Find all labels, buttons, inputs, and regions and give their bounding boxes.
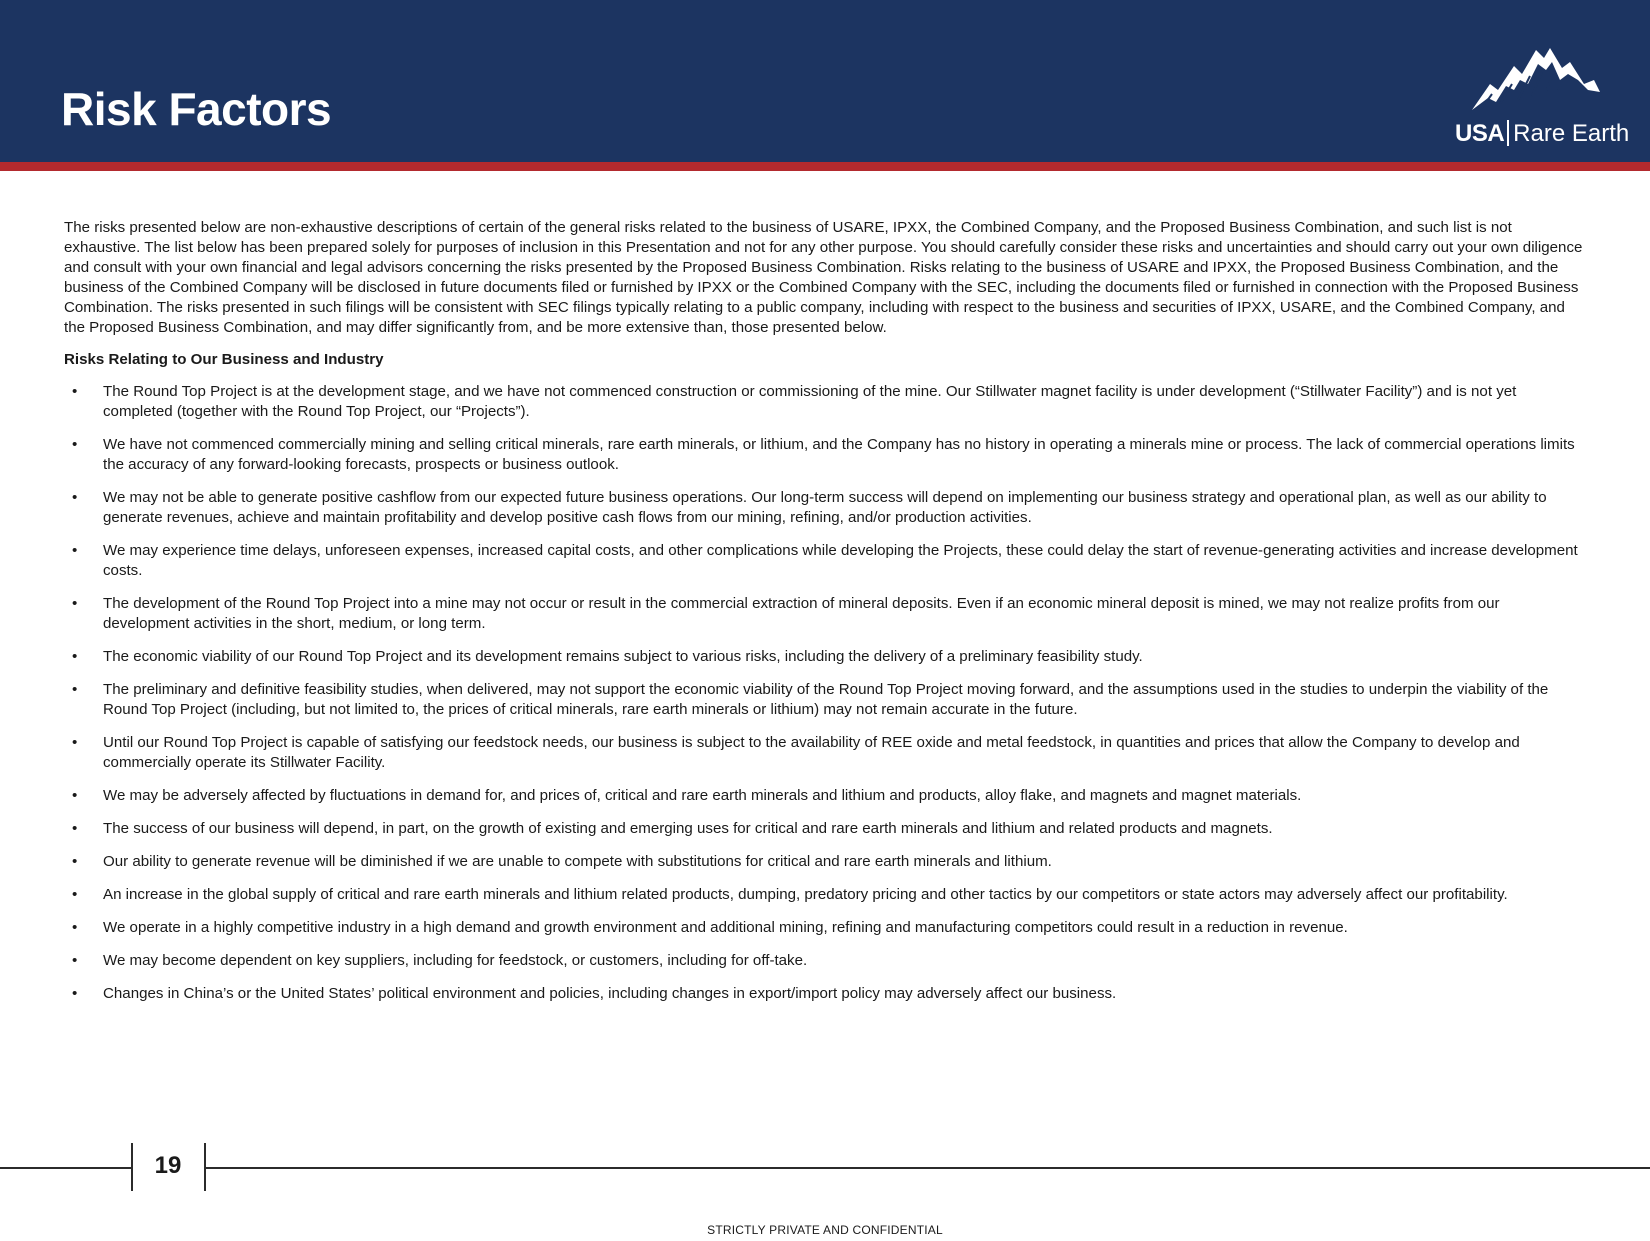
logo-divider — [1507, 120, 1509, 146]
bullet-marker: • — [72, 648, 78, 665]
risk-item — [64, 951, 1584, 971]
risk-text: The success of our business will depend, in part, on the growth of existing and emerging uses for critical and rare earth minerals and lithium and related products and magnets. — [103, 820, 1273, 837]
risk-item — [64, 984, 1584, 1004]
risk-item — [64, 819, 1584, 839]
logo-rare-earth-text: Rare Earth — [1513, 120, 1630, 147]
bullet-marker: • — [72, 985, 78, 1002]
risk-text: The economic viability of our Round Top Project and its development remains subject to various risks, including the delivery of a preliminary feasibility study. — [103, 648, 1143, 665]
header-banner — [0, 0, 1650, 162]
risk-text: We have not commenced commercially mining and selling critical minerals, rare earth minerals, or lithium, and the Company has no history in operating a minerals mine or process. The lack of commercial operations limits the accuracy of any forward-looking forecasts, prospects or business outlook. — [103, 436, 1575, 473]
footer-rule-left — [0, 1167, 132, 1169]
bullet-marker: • — [72, 542, 78, 559]
risk-text: An increase in the global supply of critical and rare earth minerals and lithium related products, dumping, predatory pricing and other tactics by our competitors or state actors may adversely affect our profitability. — [103, 886, 1508, 903]
section-subheading: Risks Relating to Our Business and Industry — [64, 351, 384, 368]
risk-text: The development of the Round Top Project into a mine may not occur or result in the commercial extraction of mineral deposits. Even if an economic mineral deposit is mined, we may not realize profits from our development activities in the short, medium, or long term. — [103, 595, 1500, 632]
bullet-marker: • — [72, 436, 78, 453]
risk-item — [64, 885, 1584, 905]
risk-list — [64, 382, 1584, 1004]
risk-text: We may be adversely affected by fluctuations in demand for, and prices of, critical and rare earth minerals and lithium and products, alloy flake, and magnets and magnet materials. — [103, 787, 1302, 804]
header-accent-stripe — [0, 162, 1650, 171]
risk-item — [64, 435, 1584, 475]
bullet-marker: • — [72, 952, 78, 969]
risk-item — [64, 918, 1584, 938]
risk-item — [64, 382, 1584, 422]
company-logo — [1452, 44, 1632, 154]
risk-item — [64, 488, 1584, 528]
risk-text: Changes in China’s or the United States’ political environment and policies, including changes in export/import policy may adversely affect our business. — [103, 985, 1117, 1002]
risk-text: We operate in a highly competitive industry in a high demand and growth environment and additional mining, refining and manufacturing competitors could result in a reduction in revenue. — [103, 919, 1348, 936]
logo-wordmark — [1455, 120, 1629, 148]
risk-factors-body — [64, 218, 1584, 1017]
risk-text: The preliminary and definitive feasibility studies, when delivered, may not support the economic viability of the Round Top Project moving forward, and the assumptions used in the studies to underpin the viability of the Round Top Project (including, but not limited to, the prices of critical minerals, rare earth minerals or lithium) may not remain accurate in the future. — [103, 681, 1549, 718]
risk-item — [64, 786, 1584, 806]
bullet-marker: • — [72, 820, 78, 837]
risk-text: The Round Top Project is at the development stage, and we have not commenced construction or commissioning of the mine. Our Stillwater magnet facility is under development (“Stillwater Facility”) and is not yet completed (together with the Round Top Project, our “Projects”). — [103, 383, 1517, 420]
bullet-marker: • — [72, 681, 78, 698]
risk-text: Our ability to generate revenue will be diminished if we are unable to compete with substitutions for critical and rare earth minerals and lithium. — [103, 853, 1052, 870]
bullet-marker: • — [72, 886, 78, 903]
risk-text: We may become dependent on key suppliers, including for feedstock, or customers, including for off-take. — [103, 952, 808, 969]
page-title: Risk Factors — [61, 83, 332, 135]
bullet-marker: • — [72, 919, 78, 936]
bullet-marker: • — [72, 595, 78, 612]
bullet-marker: • — [72, 787, 78, 804]
mountain-range-icon — [1470, 44, 1600, 112]
bullet-marker: • — [72, 383, 78, 400]
risk-item — [64, 852, 1584, 872]
risk-item — [64, 733, 1584, 773]
risk-text: We may not be able to generate positive cashflow from our expected future business operations. Our long-term success will depend on implementing our business strategy and operational plan, as well as our ability to generate revenues, achieve and maintain profitability and develop positive cash flows from our mining, refining, and/or production activities. — [103, 489, 1547, 526]
footer-rule-right — [205, 1167, 1650, 1169]
risk-item — [64, 541, 1584, 581]
page-number: 19 — [154, 1152, 182, 1179]
bullet-marker: • — [72, 489, 78, 506]
confidentiality-notice: STRICTLY PRIVATE AND CONFIDENTIAL — [707, 1223, 943, 1237]
risk-item — [64, 647, 1584, 667]
risk-text: Until our Round Top Project is capable of satisfying our feedstock needs, our business is subject to the availability of REE oxide and metal feedstock, in quantities and prices that allow the Company to develop and commercially operate its Stillwater Facility. — [103, 734, 1520, 771]
intro-paragraph: The risks presented below are non-exhaustive descriptions of certain of the general risks related to the business of USARE, IPXX, the Combined Company, and the Proposed Business Combination, and such list is not exhaustive. The list below has been prepared solely for purposes of inclusion in this Presentation and not for any other purpose. You should carefully consider these risks and uncertainties and should carry out your own diligence and consult with your own financial and legal advisors concerning the risks presented by the Proposed Business Combination. Risks relating to the business of USARE and IPXX, the Proposed Business Combination, and the business of the Combined Company will be disclosed in future documents filed or furnished by IPXX or the Combined Company with the SEC, including the documents filed or furnished in connection with the Proposed Business Combination. The risks presented in such filings will be consistent with SEC filings typically relating to a public company, including with respect to the business and securities of IPXX, USARE, and the Combined Company, and the Proposed Business Combination, and may differ significantly from, and be more extensive than, those presented below. — [64, 219, 1583, 336]
risk-text: We may experience time delays, unforeseen expenses, increased capital costs, and other complications while developing the Projects, these could delay the start of revenue-generating activities and increase development costs. — [103, 542, 1578, 579]
risk-item — [64, 680, 1584, 720]
logo-usa-text: USA — [1455, 120, 1505, 147]
risk-item — [64, 594, 1584, 634]
bullet-marker: • — [72, 853, 78, 870]
bullet-marker: • — [72, 734, 78, 751]
